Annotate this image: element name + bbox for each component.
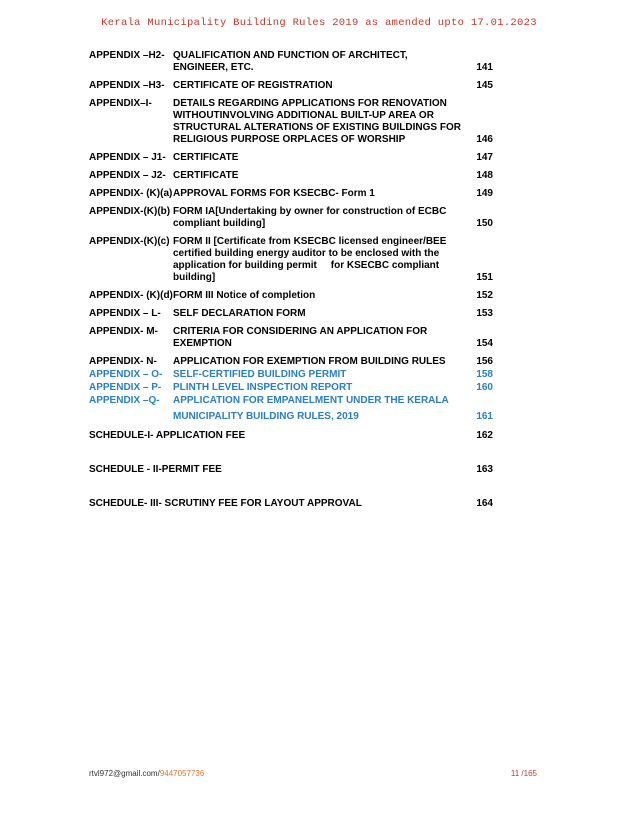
toc-entry-page: 160 [476, 382, 493, 393]
toc-entry-appendix-k-c[interactable] [89, 236, 493, 284]
toc-entry-appendix-m[interactable] [89, 326, 493, 350]
toc-entry-code: APPENDIX- N- [89, 356, 157, 367]
toc-entry-page: 150 [476, 218, 493, 229]
toc-entry-page: 152 [476, 290, 493, 301]
toc-entry-page: 162 [476, 430, 493, 441]
toc-entry-page: 148 [476, 170, 493, 181]
toc-entry-code: APPENDIX – J1- [89, 152, 166, 163]
toc-entry-page: 146 [476, 134, 493, 145]
toc-entry-code: APPENDIX- (K)(d) [89, 290, 173, 301]
toc-entry-appendix-i[interactable] [89, 98, 493, 146]
toc-entry-code: APPENDIX- M- [89, 326, 158, 337]
toc-entry-title: QUALIFICATION AND FUNCTION OF ARCHITECT, ENGINEER, ETC. [173, 50, 408, 73]
toc-entry-schedule-i[interactable] [89, 430, 493, 442]
toc-entry-title: APPROVAL FORMS FOR KSECBC- Form 1 [173, 188, 375, 199]
toc-entry-code: APPENDIX-(K)(b) [89, 206, 171, 217]
toc-entry-code: APPENDIX- (K)(a) [89, 188, 173, 199]
toc-entry-title: FORM II [Certificate from KSECBC licensed engineer/BEE certified building energy auditor to be enclosed with the application for building permit for KSECBC compliant building] [173, 236, 447, 283]
toc-entry-appendix-k-a[interactable] [89, 188, 493, 200]
toc-entry-page: 153 [476, 308, 493, 319]
toc-entry-schedule-ii[interactable] [89, 464, 493, 476]
toc-entry-code: APPENDIX – L- [89, 308, 161, 319]
toc-entry-page: 158 [476, 369, 493, 380]
toc-entry-title: CERTIFICATE OF REGISTRATION [173, 80, 333, 91]
toc-entry-title: DETAILS REGARDING APPLICATIONS FOR RENOVATION WITHOUTINVOLVING ADDITIONAL BUILT-UP AREA OR STRUCTURAL ALTERATIONS OF EXISTING BUILDINGS FOR RELIGIOUS PURPOSE ORPLACES OF WORSHIP [173, 98, 461, 145]
toc-entry-title: FORM IA[Undertaking by owner for construction of ECBC compliant building] [173, 206, 447, 229]
toc-entry-appendix-l[interactable] [89, 308, 493, 320]
toc-entry-appendix-o[interactable] [89, 369, 493, 381]
toc-entry-page: 161 [476, 411, 493, 422]
toc-entry-title: APPLICATION FOR EXEMPTION FROM BUILDING RULES [173, 356, 446, 367]
toc-entry-appendix-h2[interactable] [89, 50, 493, 74]
toc-entry-appendix-k-d[interactable] [89, 290, 493, 302]
footer-contact [89, 769, 204, 778]
toc-entry-appendix-h3[interactable] [89, 80, 493, 92]
toc-entry-page: 156 [476, 356, 493, 367]
toc-entry-code: APPENDIX –H2- [89, 50, 165, 61]
toc-entry-title: SCHEDULE - II-PERMIT FEE [89, 464, 222, 475]
toc-entry-code: APPENDIX–I- [89, 98, 152, 109]
toc-entry-page: 141 [476, 62, 493, 73]
toc-entry-code: APPENDIX –H3- [89, 80, 165, 91]
toc-entry-title: SELF-CERTIFIED BUILDING PERMIT [173, 369, 347, 380]
toc-entry-title: FORM III Notice of completion [173, 290, 316, 301]
toc-entry-page: 147 [476, 152, 493, 163]
toc-entry-page: 163 [476, 464, 493, 475]
page-indicator: 11 /165 [510, 769, 537, 778]
toc-entry-code: APPENDIX-(K)(c) [89, 236, 170, 247]
toc-entry-schedule-iii[interactable] [89, 498, 493, 510]
toc-entry-title: CERTIFICATE [173, 170, 239, 181]
table-of-contents [89, 50, 493, 510]
toc-entry-appendix-k-b[interactable] [89, 206, 493, 230]
toc-entry-page: 164 [476, 498, 493, 509]
toc-entry-title: SCHEDULE-I- APPLICATION FEE [89, 430, 246, 441]
toc-entry-title: CERTIFICATE [173, 152, 239, 163]
toc-entry-title: PLINTH LEVEL INSPECTION REPORT [173, 382, 353, 393]
toc-entry-title: SELF DECLARATION FORM [173, 308, 306, 319]
toc-entry-title: SCHEDULE- III- SCRUTINY FEE FOR LAYOUT APPROVAL [89, 498, 362, 509]
toc-entry-page: 145 [476, 80, 493, 91]
running-header: Kerala Municipality Building Rules 2019 as amended upto 17.01.2023 [101, 17, 537, 29]
toc-entry-appendix-j1[interactable] [89, 152, 493, 164]
toc-entry-title: APPLICATION FOR EMPANELMENT UNDER THE KERALA MUNICIPALITY BUILDING RULES, 2019 [173, 395, 449, 422]
toc-entry-code: APPENDIX – P- [89, 382, 162, 393]
toc-entry-page: 154 [476, 338, 493, 349]
toc-entry-appendix-q[interactable] [89, 395, 493, 423]
toc-entry-page: 149 [476, 188, 493, 199]
toc-entry-code: APPENDIX – J2- [89, 170, 166, 181]
toc-entry-appendix-j2[interactable] [89, 170, 493, 182]
toc-entry-page: 151 [476, 272, 493, 283]
toc-entry-title: CRITERIA FOR CONSIDERING AN APPLICATION FOR EXEMPTION [173, 326, 428, 349]
footer-phone[interactable]: 9447057736 [159, 769, 205, 778]
toc-entry-appendix-p[interactable] [89, 382, 493, 394]
footer-email[interactable]: rtvl972@gmail.com/ [89, 769, 160, 778]
toc-entry-appendix-n[interactable] [89, 356, 493, 368]
toc-entry-code: APPENDIX – O- [89, 369, 163, 380]
toc-entry-code: APPENDIX –Q- [89, 395, 160, 406]
